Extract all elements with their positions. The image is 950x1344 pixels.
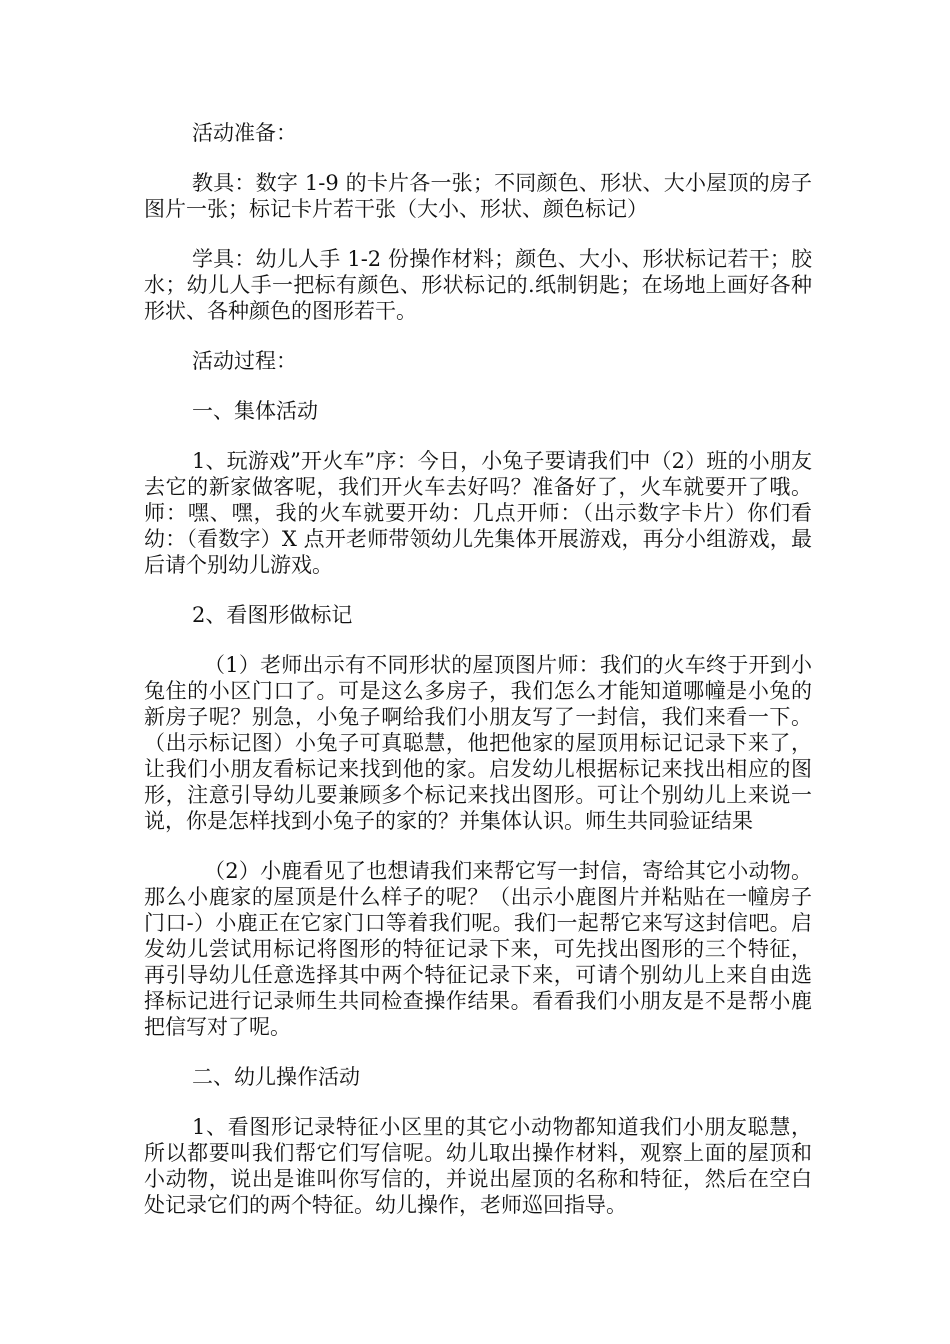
heading-group-activity: 一、集体活动 xyxy=(192,399,318,423)
heading-activity-process: 活动过程： xyxy=(192,349,297,373)
heading-shapes-marks: 2、看图形做标记 xyxy=(192,603,353,627)
heading-activity-preparation: 活动准备： xyxy=(192,121,297,145)
paragraph-train-game: 1、玩游戏”开火车”序：今日，小兔子要请我们中（2）班的小朋友去它的新家做客呢，我们开火车去好吗？准备好了，火车就要开了哦。师：嘿、嘿，我的火车就要开幼：几点开师：（出示数字卡片）你们看幼：（看数字）X 点开老师带领幼儿先集体开展游戏，再分小组游戏，最后请个别幼儿游戏。 xyxy=(144,449,812,577)
paragraph-learning-aids: 学具：幼儿人手 1-2 份操作材料；颜色、大小、形状标记若干；胶水；幼儿人手一把标有颜色、形状标记的.纸制钥匙；在场地上画好各种形状、各种颜色的图形若干。 xyxy=(144,247,812,323)
paragraph-roof-pictures: （1）老师出示有不同形状的屋顶图片师：我们的火车终于开到小兔住的小区门口了。可是这么多房子，我们怎么才能知道哪幢是小兔的新房子呢？别急，小兔子啊给我们小朋友写了一封信，我们来看一下。（出示标记图）小兔子可真聪慧，他把他家的屋顶用标记记录下来了，让我们小朋友看标记来找到他的家。启发幼儿根据标记来找出相应的图形，注意引导幼儿要兼顾多个标记来找出图形。可让个别幼儿上来说一说，你是怎样找到小兔子的家的？并集体认识。师生共同验证结果 xyxy=(144,653,812,833)
heading-child-operation: 二、幼儿操作活动 xyxy=(192,1065,360,1089)
document-body xyxy=(144,120,812,1242)
paragraph-record-features: 1、看图形记录特征小区里的其它小动物都知道我们小朋友聪慧，所以都要叫我们帮它们写信呢。幼儿取出操作材料，观察上面的屋顶和小动物，说出是谁叫你写信的，并说出屋顶的名称和特征，然后在空白处记录它们的两个特征。幼儿操作，老师巡回指导。 xyxy=(144,1115,812,1217)
paragraph-deer-letter: （2）小鹿看见了也想请我们来帮它写一封信，寄给其它小动物。那么小鹿家的屋顶是什么样子的呢？（出示小鹿图片并粘贴在一幢房子门口-）小鹿正在它家门口等着我们呢。我们一起帮它来写这封信吧。启发幼儿尝试用标记将图形的特征记录下来，可先找出图形的三个特征，再引导幼儿任意选择其中两个特征记录下来，可请个别幼儿上来自由选择标记进行记录师生共同检查操作结果。看看我们小朋友是不是帮小鹿把信写对了呢。 xyxy=(144,859,812,1039)
paragraph-teaching-aids: 教具：数字 1-9 的卡片各一张；不同颜色、形状、大小屋顶的房子图片一张；标记卡片若干张（大小、形状、颜色标记） xyxy=(144,171,812,221)
